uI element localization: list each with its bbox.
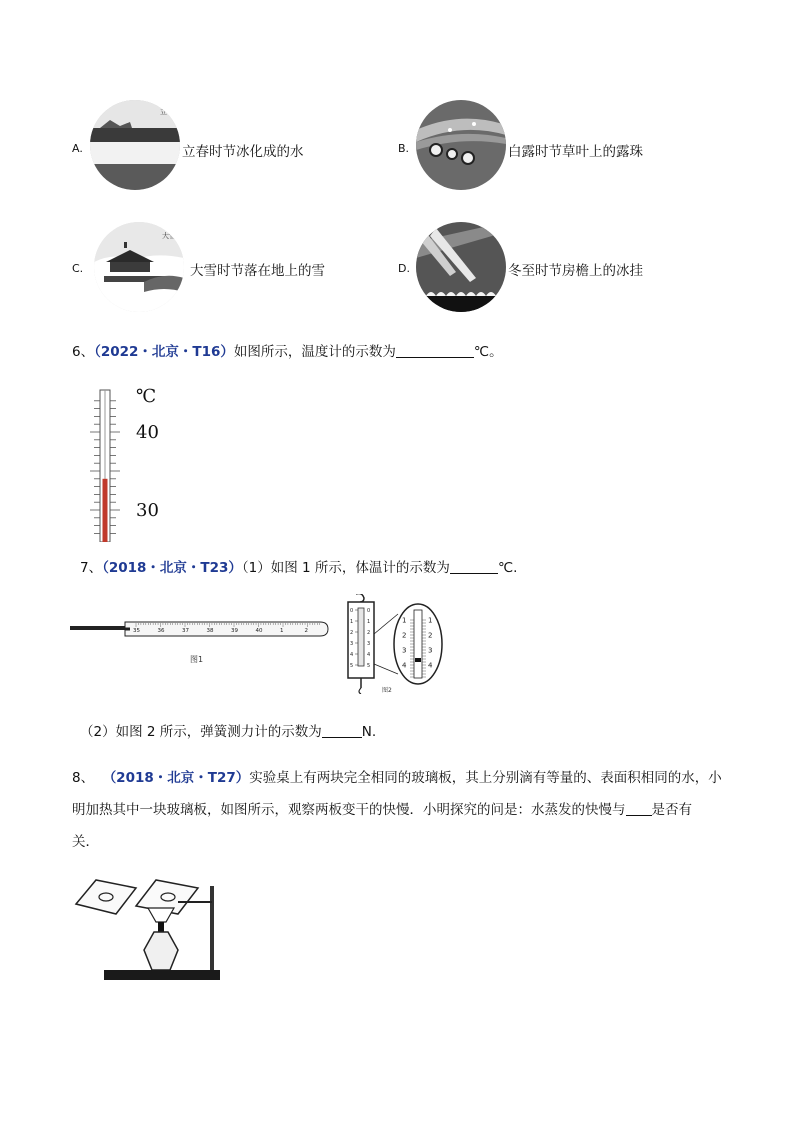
q6-answer-blank[interactable] [396,344,474,358]
clinical-thermometer-tick-label: 2 [304,628,308,634]
option-b-letter: B. [398,142,410,155]
spring-scale-label-left: 0 [350,608,354,614]
q7-source: （2018・北京・T23） [102,560,242,576]
svg-text:立春: 立春 [160,108,174,116]
spring-scale-label-left: 3 [350,641,354,647]
clinical-thermometer-tick-label: 39 [231,628,238,634]
spring-scale-label-left: 4 [350,652,354,658]
spring-scale-label-left: 1 [350,619,354,625]
alcohol-lamp-wick [158,922,164,932]
option-c-text: 大雪时节落在地上的雪 [190,263,325,279]
question-8-line1 [72,766,722,786]
q7-part2-unit: N. [361,724,377,740]
icicles-on-eaves-photo [416,222,506,312]
spring-zoom-label-right: 3 [428,646,433,655]
spring-zoom-label-right: 1 [428,616,433,625]
thermometer-label-40: 40 [136,422,159,443]
clinical-thermometer-tick-label: 36 [157,628,165,634]
evaporation-experiment-figure [74,874,224,984]
spring-scale-label-right: 1 [367,619,371,625]
spring-zoom-label-left: 3 [402,646,407,655]
snow-on-ground-photo [94,222,184,312]
clinical-thermometer-tick-label: 37 [182,628,189,634]
question-7 [80,556,517,576]
spring-scale-pointer [415,658,421,662]
q6-number: 6、 [72,344,95,360]
thermometer-label-30: 30 [136,500,159,521]
q7-part2-blank[interactable] [322,724,362,738]
q7-part1-text: （1）如图 1 所示，体温计的示数为 [241,560,450,576]
q8-answer-blank[interactable] [626,802,652,816]
spring-scale-label-left: 2 [350,630,354,636]
clinical-thermometer-tick-label: 35 [133,628,140,634]
question-8-line3: 关． [72,834,99,850]
spring-scale-label-right: 0 [367,608,371,614]
q6-unit: ℃。 [473,344,503,360]
q7-part1-blank[interactable] [450,560,498,574]
q8-line2-suffix: 是否有 [651,802,692,818]
fig1-caption: 图1 [190,655,204,664]
question-7-part2 [80,720,376,740]
clinical-thermometer-tick-label: 40 [255,628,263,634]
clinical-thermometer-tick-label: 1 [280,628,284,634]
thermometer-figure [70,382,180,542]
clinical-thermometer-tick-label: 38 [206,628,214,634]
dew-on-grass-photo [416,100,506,190]
q7-part1-unit: ℃. [497,560,518,576]
spring-zoom-label-left: 2 [402,631,407,640]
spring-scale-label-right: 3 [367,641,371,647]
spring-scale-label-right: 4 [367,652,371,658]
option-a-text: 立春时节冰化成的水 [182,144,304,160]
question-6 [72,340,503,360]
spring-scale-label-right: 5 [367,663,371,669]
spring-zoom-label-right: 2 [428,631,433,640]
q8-number: 8、 [72,770,95,786]
option-c-letter: C. [72,262,84,275]
clinical-thermometer-figure [70,618,332,668]
ice-melting-photo [90,100,180,190]
option-a-letter: A. [72,142,83,155]
alcohol-lamp [144,932,178,970]
thermometer-liquid-column [103,479,108,542]
spring-zoom-label-right: 4 [428,661,433,670]
glass-plate-left [76,880,136,914]
fig2-caption: 图2 [382,687,392,694]
option-b-text: 白露时节草叶上的露珠 [508,144,643,160]
spring-zoom-label-left: 1 [402,616,407,625]
question-8-line2 [72,798,692,818]
option-d-letter: D. [398,262,410,275]
q8-line2-text: 明加热其中一块玻璃板，如图所示，观察两板变干的快慢．小明探究的问是：水蒸发的快慢与 [72,802,626,818]
spring-scale-label-left: 5 [350,663,354,669]
spring-scale-label-right: 2 [367,630,371,636]
q8-line1-text: 实验桌上有两块完全相同的玻璃板，其上分别滴有等量的、表面积相同的水，小 [249,770,722,786]
q6-source: （2022・北京・T16） [94,344,234,360]
stand-base [104,970,220,980]
option-d-text: 冬至时节房檐上的冰挂 [508,263,643,279]
spring-scale-zoom-slot [414,610,422,678]
q7-number: 7、 [80,560,103,576]
spring-zoom-label-left: 4 [402,661,407,670]
q6-text: 如图所示，温度计的示数为 [233,344,396,360]
svg-text:大雪: 大雪 [162,232,176,240]
q8-source: （2018・北京・T27） [102,770,250,786]
q7-part2-text: （2）如图 2 所示，弹簧测力计的示数为 [80,724,322,740]
spring-scale-figure [338,594,444,694]
thermometer-unit-label: ℃ [136,386,157,407]
